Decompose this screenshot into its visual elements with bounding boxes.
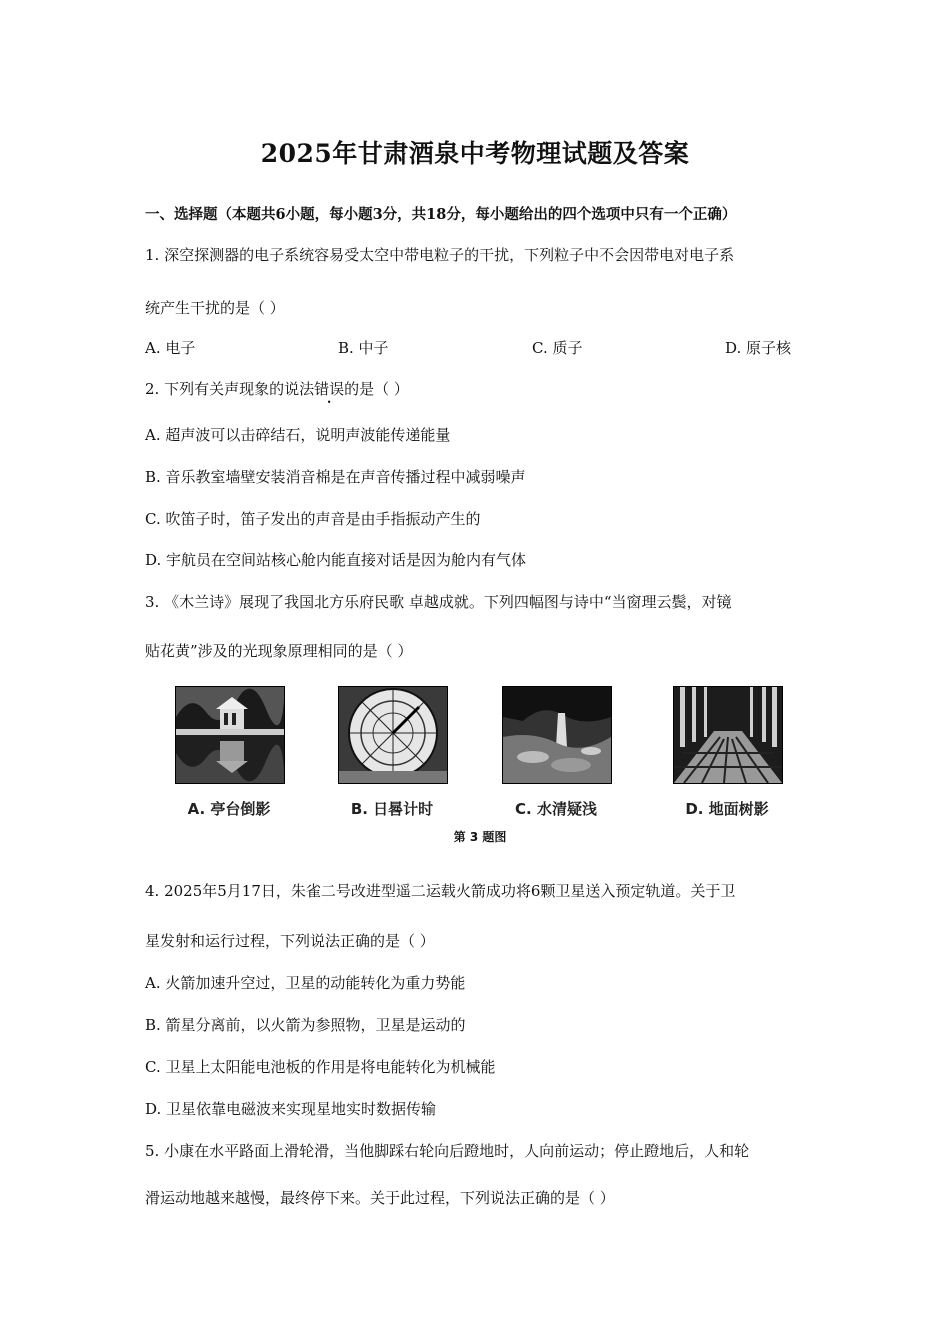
pavilion-reflection-image (175, 686, 285, 784)
q2-option-a: A. 超声波可以击碎结石，说明声波能传递能量 (145, 426, 451, 444)
q1-stem-line2: 统产生干扰的是（ ） (145, 299, 285, 317)
q3-caption-d: D. 地面树影 (685, 800, 769, 818)
q1-option-b: B. 中子 (338, 339, 389, 357)
q4-stem-line2: 星发射和运行过程，下列说法正确的是（ ） (145, 932, 435, 950)
q3-figure-caption: 第 3 题图 (453, 830, 507, 844)
q4-option-d: D. 卫星依靠电磁波来实现星地实时数据传输 (145, 1100, 437, 1118)
q5-stem-line1: 5. 小康在水平路面上滑轮滑，当他脚踩右轮向后蹬地时，人向前运动；停止蹬地后，人和轮 (145, 1142, 750, 1160)
q1-stem-line1: 1. 深空探测器的电子系统容易受太空中带电粒子的干扰，下列粒子中不会因带电对电子系 (145, 246, 735, 264)
q3-caption-b: B. 日晷计时 (350, 800, 434, 818)
q2-stem-before: 2. 下列有关声现象的说法 (145, 380, 315, 398)
q2-option-d: D. 宇航员在空间站核心舱内能直接对话是因为舱内有气体 (145, 551, 527, 569)
q3-caption-a: A. 亭台倒影 (187, 800, 271, 818)
q3-figure (145, 686, 815, 846)
q2-stem-after: 的是（ ） (344, 380, 409, 398)
clear-water-image (502, 686, 612, 784)
section-heading: 一、选择题（本题共6小题，每小题3分，共18分，每小题给出的四个选项中只有一个正确） (145, 206, 737, 223)
q4-option-a: A. 火箭加速升空过，卫星的动能转化为重力势能 (145, 974, 466, 992)
tree-shadow-image (673, 686, 783, 784)
q1-option-a: A. 电子 (145, 339, 196, 357)
q1-option-d: D. 原子核 (725, 339, 792, 357)
q4-option-c: C. 卫星上太阳能电池板的作用是将电能转化为机械能 (145, 1058, 496, 1076)
q5-stem-line2: 滑运动地越来越慢，最终停下来。关于此过程，下列说法正确的是（ ） (145, 1189, 615, 1207)
sundial-image (338, 686, 448, 784)
q1-option-c: C. 质子 (532, 339, 583, 357)
q2-option-c: C. 吹笛子时，笛子发出的声音是由手指振动产生的 (145, 510, 481, 528)
q2-stem-emphasis: 错误 (314, 380, 345, 398)
q3-stem-line1: 3. 《木兰诗》展现了我国北方乐府民歌 卓越成就。下列四幅图与诗中“当窗理云鬓，对镜 (145, 593, 732, 611)
page-title: 2025年甘肃酒泉中考物理试题及答案 (260, 139, 690, 168)
q3-stem-line2: 贴花黄”涉及的光现象原理相同的是（ ） (145, 642, 413, 660)
q2-option-b: B. 音乐教室墙壁安装消音棉是在声音传播过程中减弱噪声 (145, 468, 526, 486)
q4-option-b: B. 箭星分离前，以火箭为参照物，卫星是运动的 (145, 1016, 466, 1034)
q4-stem-line1: 4. 2025年5月17日，朱雀二号改进型遥二运载火箭成功将6颗卫星送入预定轨道。关于卫 (145, 882, 736, 900)
q2-stem (145, 378, 815, 399)
q3-caption-c: C. 水清疑浅 (515, 800, 597, 818)
